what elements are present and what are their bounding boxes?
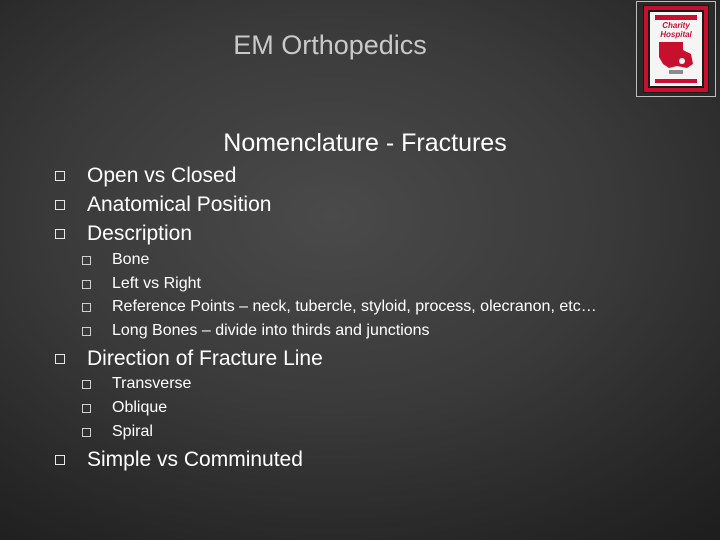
list-item: [55, 193, 271, 217]
checkbox-bullet-icon: [82, 256, 91, 265]
checkbox-bullet-icon: [82, 303, 91, 312]
checkbox-bullet-icon: [82, 428, 91, 437]
list-item-text: Description: [87, 222, 193, 245]
checkbox-bullet-icon: [55, 229, 65, 239]
sub-list-item-text: Reference Points – neck, tubercle, styloid, process, olecranon, etc…: [112, 298, 597, 315]
list-item: [55, 164, 236, 188]
hospital-seal-icon: [637, 2, 715, 96]
hospital-logo: [636, 1, 716, 97]
sub-list-item: [82, 423, 153, 441]
svg-text:Hospital: Hospital: [660, 30, 692, 39]
sub-list-item-text: Oblique: [112, 399, 168, 416]
checkbox-bullet-icon: [55, 455, 65, 465]
slide-title: Nomenclature - Fractures: [223, 129, 507, 157]
checkbox-bullet-icon: [82, 327, 91, 336]
sub-list-item-text: Long Bones – divide into thirds and junctions: [112, 322, 430, 339]
checkbox-bullet-icon: [55, 200, 65, 210]
list-item-text: Open vs Closed: [87, 164, 237, 187]
checkbox-bullet-icon: [55, 354, 65, 364]
sub-list-item: [82, 322, 430, 340]
list-item-text: Anatomical Position: [87, 193, 272, 216]
checkbox-bullet-icon: [82, 280, 91, 289]
list-item-text: Direction of Fracture Line: [87, 347, 323, 370]
sub-list-item-text: Left vs Right: [112, 275, 201, 292]
sub-list-item: [82, 375, 191, 393]
sub-list-item: [82, 251, 149, 269]
svg-text:Charity: Charity: [662, 21, 690, 30]
header-title: EM Orthopedics: [233, 30, 427, 60]
checkbox-bullet-icon: [55, 171, 65, 181]
sub-list-item-text: Bone: [112, 251, 150, 268]
sub-list-item: [82, 399, 167, 417]
sub-list-item: [82, 275, 201, 293]
list-item: [55, 448, 303, 472]
list-item-text: Simple vs Comminuted: [87, 448, 303, 471]
checkbox-bullet-icon: [82, 380, 91, 389]
sub-list-item-text: Transverse: [112, 375, 192, 392]
sub-list-item-text: Spiral: [112, 423, 153, 440]
sub-list-item: [82, 298, 597, 316]
checkbox-bullet-icon: [82, 404, 91, 413]
list-item: [55, 222, 192, 246]
list-item: [55, 347, 323, 371]
